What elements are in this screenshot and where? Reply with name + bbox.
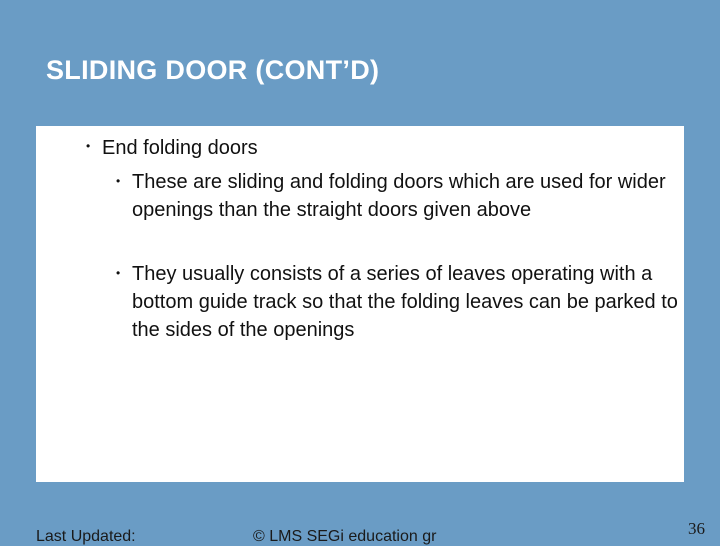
bullet-marker: • xyxy=(86,139,91,153)
footer-last-updated: Last Updated: xyxy=(36,528,136,545)
footer-copyright: © LMS SEGi education gr xyxy=(253,528,437,545)
content-box xyxy=(36,126,684,482)
side-watermark xyxy=(0,0,34,540)
sub-bullet-usage: These are sliding and folding doors which are used for wider openings than the straight doors given above xyxy=(132,171,666,221)
sub-bullet-construction: They usually consists of a series of leaves operating with a bottom guide track so that the folding leaves can be parked to the sides of the openings xyxy=(132,263,678,341)
bullet-end-folding-doors: End folding doors xyxy=(102,137,258,159)
sub-bullet-marker: • xyxy=(116,266,121,280)
page-number: 36 xyxy=(688,519,705,538)
sub-bullet-marker: • xyxy=(116,174,121,188)
slide-title: SLIDING DOOR (CONT’D) xyxy=(46,55,380,85)
